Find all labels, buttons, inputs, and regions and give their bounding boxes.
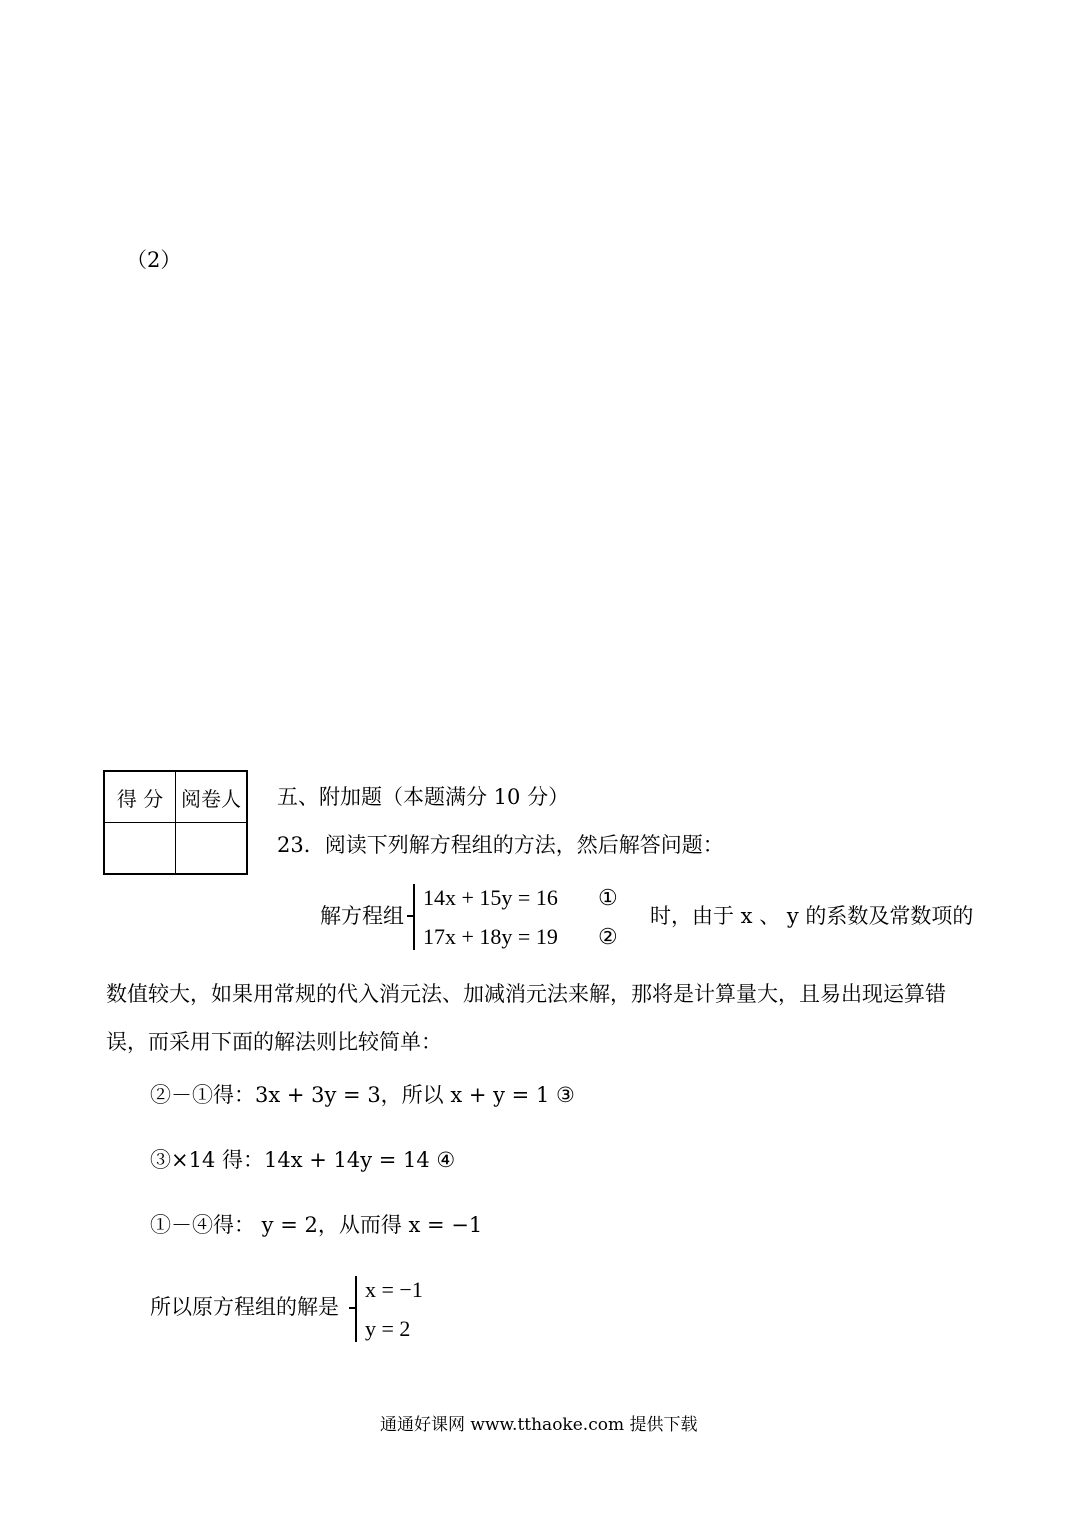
score-cell [104, 823, 176, 875]
equation-1: 14x + 15y = 16 [423, 885, 558, 910]
part-label: （2） [126, 248, 182, 272]
solution-x: x = −1 [365, 1277, 423, 1302]
system-lead: 解方程组 [320, 904, 404, 928]
score-header: 得 分 [104, 771, 176, 823]
step-2: ③×14 得：14x + 14y = 14 ④ [150, 1148, 456, 1172]
system-trailing-text: 时，由于 x 、 y 的系数及常数项的 [650, 904, 974, 928]
grader-cell [176, 823, 248, 875]
equation-2: 17x + 18y = 19 [423, 924, 558, 949]
solution-brace [355, 1276, 365, 1342]
score-table [103, 770, 248, 875]
equation-1-mark: ① [598, 885, 618, 910]
step-3: ①－④得： y = 2，从而得 x = −1 [150, 1213, 483, 1237]
step-1: ②－①得：3x + 3y = 3，所以 x + y = 1 ③ [150, 1083, 575, 1107]
system-brace [413, 884, 423, 950]
question-text: 23．阅读下列解方程组的方法，然后解答问题： [277, 833, 724, 857]
paragraph-line-2: 误，而采用下面的解法则比较简单： [106, 1030, 442, 1054]
conclusion-lead: 所以原方程组的解是 [150, 1295, 339, 1319]
section-title: 五、附加题（本题满分 10 分） [277, 785, 570, 809]
equation-2-mark: ② [598, 924, 618, 949]
solution-y: y = 2 [365, 1316, 411, 1341]
paragraph-line-1: 数值较大，如果用常规的代入消元法、加减消元法来解，那将是计算量大，且易出现运算错 [106, 982, 946, 1006]
grader-header: 阅卷人 [176, 771, 248, 823]
footer-text: 通通好课网 www.tthaoke.com 提供下载 [380, 1415, 698, 1435]
